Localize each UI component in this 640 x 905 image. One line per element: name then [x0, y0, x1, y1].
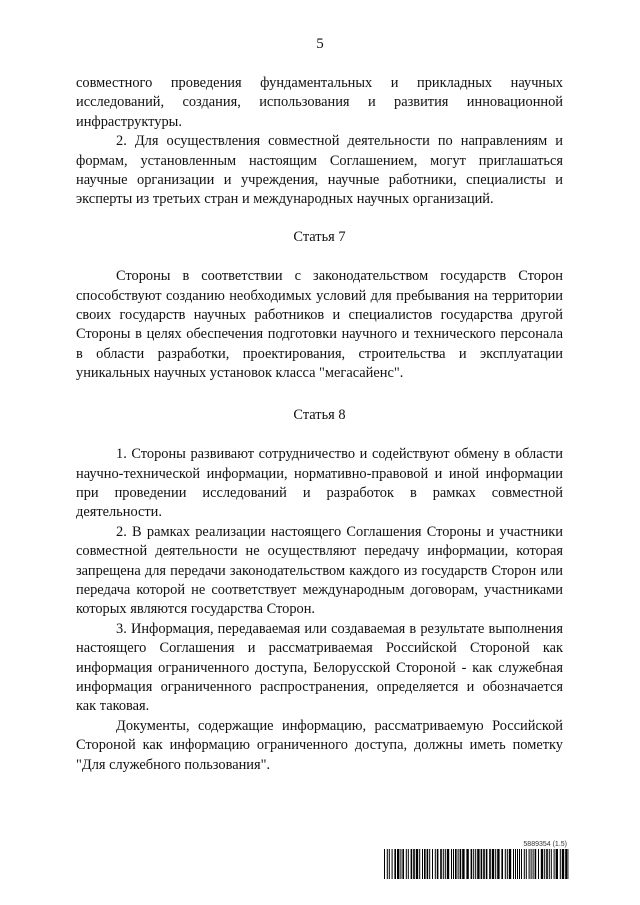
barcode-image	[384, 849, 569, 879]
paragraph: 2. Для осуществления совместной деятельности по направлениям и формам, установленным настоящим Соглашением, могут приглашаться научные организации и учреждения, научные работники, специалисты и эксперты из третьих стран и международных научных организаций.	[76, 133, 563, 208]
paragraph: 2. В рамках реализации настоящего Соглашения Стороны и участники совместной деятельности не осуществляют передачу информации, которая запрещена для передачи законодательством каждого из государств Сторон или передача которой не соответствует международным договорам, участниками которых являются государства Сторон.	[76, 523, 563, 618]
paragraph: совместного проведения фундаментальных и прикладных научных исследований, создания, использования и развития инновационной инфраструктуры.	[76, 75, 563, 130]
paragraph: 1. Стороны развивают сотрудничество и содействуют обмену в области научно-технической информации, нормативно-правовой и иной информации при проведении исследований и разработок в рамках совместной деятельности.	[76, 446, 563, 521]
article-heading: Статья 7	[293, 228, 346, 245]
document-body	[76, 74, 563, 775]
paragraph: Документы, содержащие информацию, рассматриваемую Российской Стороной как информацию ограниченного доступа, должны иметь пометку "Для служебного пользования".	[76, 717, 563, 773]
paragraph: 3. Информация, передаваемая или создаваемая в результате выполнения настоящего Соглашения и рассматриваемая Российской Стороной как информация ограниченного доступа, Белорусской Стороной - как служебная информация ограниченного распространения, определяется и обозначается как таковая.	[76, 620, 563, 715]
page-number: 5	[316, 36, 324, 52]
paragraph: Стороны в соответствии с законодательством государств Сторон способствуют созданию необходимых условий для пребывания на территории своих государств научных работников и специалистов государства другой Стороны в целях обеспечения подготовки научного и технического персонала в области разработки, проектирования, строительства и эксплуатации уникальных научных установок класса "мегасайенс".	[76, 268, 563, 382]
barcode-id: 5889354 (1.5)	[523, 841, 567, 848]
article-heading: Статья 8	[293, 406, 346, 423]
